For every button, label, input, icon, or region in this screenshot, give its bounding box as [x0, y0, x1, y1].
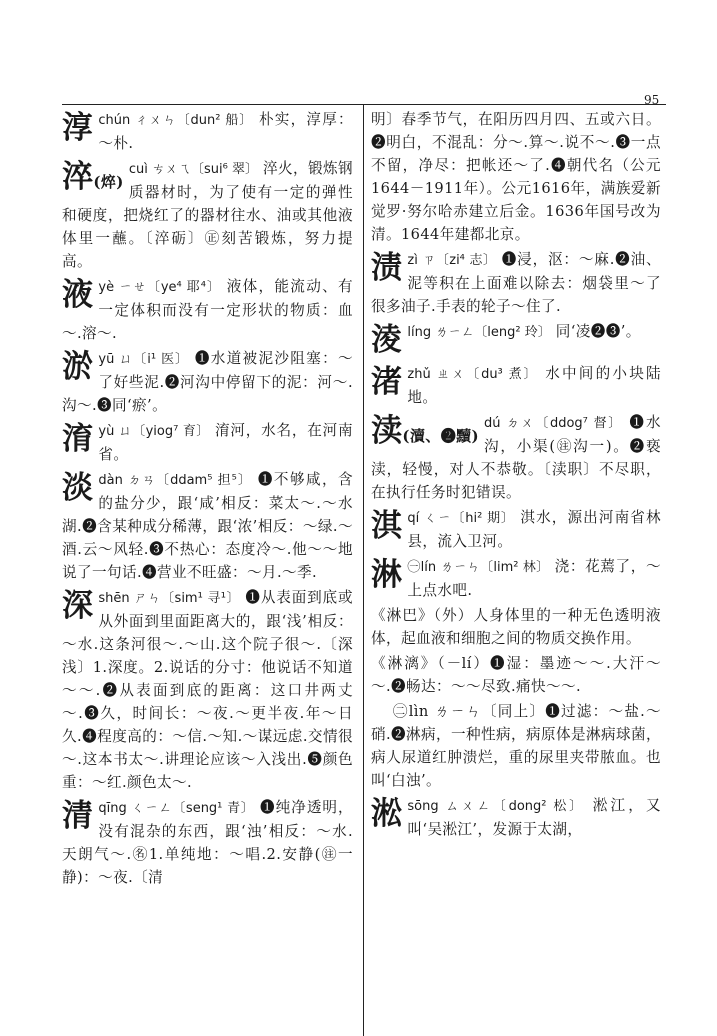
dictionary-entry: [371, 248, 661, 318]
variant-form: (瀆、❷黷): [402, 427, 480, 445]
definition: ❶从表面到底或从外面到里面距离大的，跟‘浅’相反：～水.这条河很～.～山.这个院子很～.〔深浅〕1.深度。2.说话的分寸：他说话不知道～～.❷从表面到底的距离：这口井两丈～.❸久，时间长：～夜.～更半夜.年～日久.❹程度高的：～信.～知.～谋远虑.交情很～.这本书太～.讲理论应该～入浅出.❺颜色重：～红.颜色太～.: [62, 589, 353, 791]
dictionary-entry: [371, 506, 661, 553]
variant-form: (焠): [93, 173, 124, 191]
definition: 明〕春季节气，在阳历四月四、五或六日。❷明白，不混乱：分～.算～.说不～.❸一点不留，净尽：把帐还～了.❹朝代名（公元1644－1911年）。公元1616年，满族爱新觉罗·努尔哈赤建立后金。1636年国号改为清。1644年建都北京。: [371, 111, 661, 243]
definition: ❶不够咸，含的盐分少，跟‘咸’相反：菜太～.～水湖.❷含某种成分稀薄，跟‘浓’相反：～绿.～酒.云～风轻.❸不热心：态度冷～.他～～地说了一句话.❹营业不旺盛：～月.～季.: [62, 471, 353, 581]
headword: 淡: [62, 470, 94, 506]
pronunciation: chún ㄔㄨㄣ〔dun² 船〕: [98, 113, 254, 128]
headword: 淯: [62, 421, 94, 457]
page-number: 95: [644, 93, 660, 107]
dictionary-entry: [371, 794, 661, 841]
compound-entry: [371, 652, 661, 698]
definition: 朴实，淳厚：～朴.: [98, 111, 353, 152]
sub-reading-entry: [371, 700, 661, 792]
dictionary-entry: [371, 411, 661, 504]
pronunciation: shēn ㄕㄣ〔sim¹ 寻¹〕: [98, 591, 240, 606]
pronunciation: sōng ㄙㄨㄥ〔dong² 松〕: [407, 799, 585, 814]
pronunciation: yù ㄩ〔yiog⁷ 育〕: [98, 424, 210, 439]
headword: 淤: [62, 349, 94, 385]
column-divider: [363, 104, 364, 1036]
pronunciation: cuì ㄘㄨㄟ〔sui⁶ 翠〕: [128, 162, 258, 177]
definition: 淬火，锻炼钢质器材时，为了使有一定的弹性和硬度，把烧红了的器材往水、油或其他液体里一蘸。〔淬砺〕㊣刻苦锻炼，努力提高。: [62, 160, 353, 270]
definition: ㊁lìn ㄌㄧㄣ〔同上〕❶过滤：～盐.～硝.❷淋病，一种性病，病原体是淋病球菌，病人尿道红肿溃烂，重的尿里夹带脓血。也叫‘白浊’。: [371, 703, 661, 789]
dictionary-entry: [371, 320, 661, 360]
definition: 浇：花蔫了，～上点水吧.: [407, 558, 661, 599]
pronunciation: ㊀lín ㄌㄧㄣ〔lim² 林〕: [407, 560, 550, 575]
headword: 淋: [371, 557, 403, 593]
definition: ❶纯净透明，没有混杂的东西，跟‘浊’相反：～水.天朗气～.㊔1.单纯地：～唱.2.安静(㊟一静)：～夜.〔清: [62, 799, 353, 886]
right-column: [371, 108, 661, 1028]
headword: 淳: [62, 110, 94, 146]
headword: 渍: [371, 250, 403, 286]
definition: ❶水道被泥沙阻塞：～了好些泥.❷河沟中停留下的泥：河～.沟～.❸同‘瘀’。: [62, 350, 353, 414]
headword: 清: [62, 798, 94, 834]
header-rule: [62, 104, 666, 105]
pronunciation: dàn ㄉㄢ〔ddam⁵ 担⁵〕: [98, 473, 252, 488]
headword: 渎(瀆、❷黷): [371, 413, 480, 449]
headword: 渚: [371, 364, 403, 400]
dictionary-entry: [62, 796, 353, 889]
dictionary-entry: [62, 468, 353, 584]
definition: 《淋漓》（－lí）❶湿：墨迹～～.大汗～～.❷畅达：～～尽致.痛快～～.: [371, 655, 661, 695]
dictionary-entry: [371, 555, 661, 602]
dictionary-entry: [62, 347, 353, 417]
dictionary-entry: [62, 108, 353, 155]
pronunciation: yū ㄩ〔i¹ 医〕: [98, 352, 189, 367]
pronunciation: qīng ㄑㄧㄥ〔seng¹ 青〕: [98, 801, 255, 816]
headword: 淞: [371, 796, 403, 832]
definition: 同‘凌❷❸’。: [555, 323, 641, 340]
definition: ❶浸，沤：～麻.❷油、泥等积在上面难以除去：烟袋里～了很多油子.手表的轮子～住了.: [371, 251, 661, 315]
definition: ❶水沟，小渠(㊟沟一)。❷亵渎，轻慢，对人不恭敬。〔渎职〕不尽职，在执行任务时犯错误。: [371, 414, 661, 501]
compound-entry: [371, 604, 661, 650]
definition: 淇水，源出河南省林县，流入卫河。: [407, 509, 661, 550]
dictionary-entry: [62, 586, 353, 794]
pronunciation: líng ㄌㄧㄥ〔leng² 玲〕: [407, 325, 551, 340]
headword: 深: [62, 588, 94, 624]
dictionary-entry: [62, 419, 353, 466]
dictionary-entry: [62, 275, 353, 345]
definition: 淞江，又叫‘吴淞江’，发源于太湖，: [407, 797, 661, 838]
headword: 淇: [371, 508, 403, 544]
pronunciation: zhǔ ㄓㄨ〔du³ 煮〕: [407, 367, 539, 382]
headword: 液: [62, 277, 94, 313]
headword: 淬(焠): [62, 159, 124, 195]
dictionary-entry: [371, 362, 661, 409]
pronunciation: yè ㄧㄝ〔ye⁴ 耶⁴〕: [98, 280, 221, 295]
definition: 淯河，水名，在河南省。: [98, 422, 353, 463]
pronunciation: zì ㄗ〔zi⁴ 志〕: [407, 253, 497, 268]
pronunciation: dú ㄉㄨ〔ddog⁷ 督〕: [484, 416, 623, 431]
definition: 液体，能流动、有一定体积而没有一定形状的物质：血～.溶～.: [62, 278, 353, 342]
pronunciation: qí ㄑㄧ〔hi² 期〕: [407, 511, 515, 526]
definition: 《淋巴》（外）人身体里的一种无色透明液体，起血液和细胞之间的物质交换作用。: [371, 607, 661, 647]
dictionary-entry: [62, 157, 353, 273]
entry-continuation: [371, 108, 661, 246]
left-column: [62, 108, 353, 1028]
definition: 水中间的小块陆地。: [407, 365, 661, 406]
headword: 淩: [371, 322, 403, 358]
